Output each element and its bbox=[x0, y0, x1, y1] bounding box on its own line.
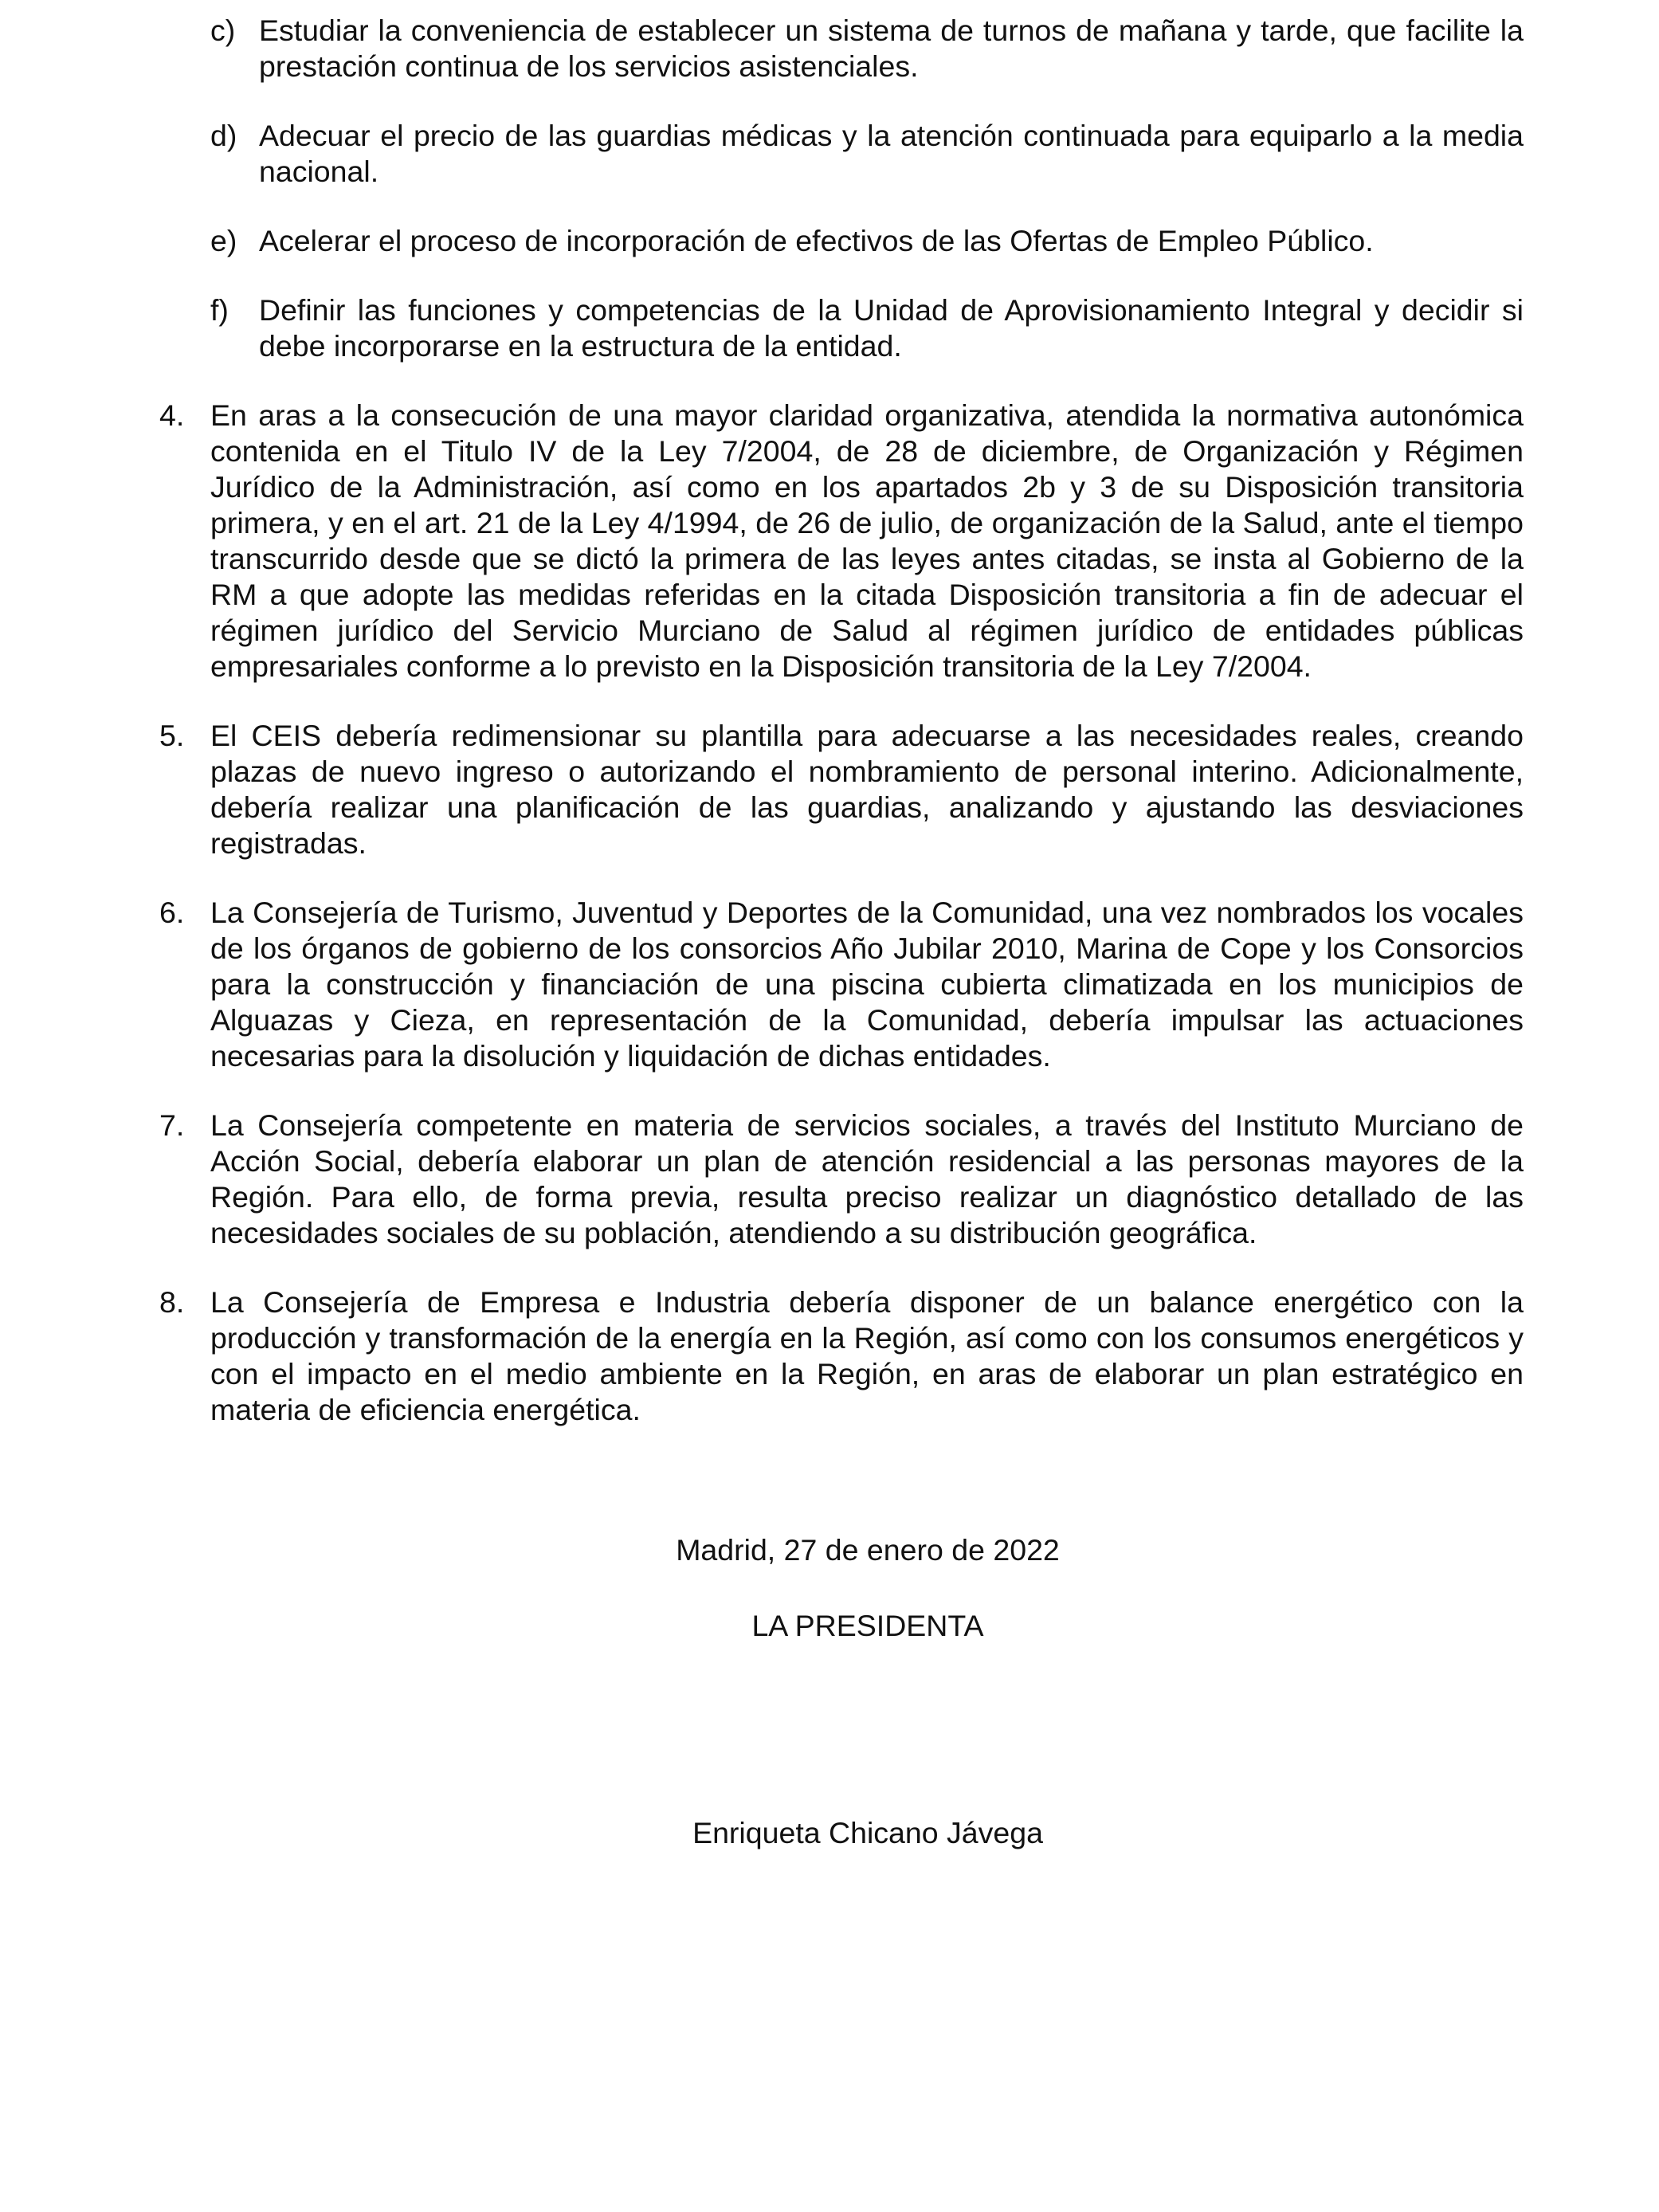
list-item-text: Estudiar la conveniencia de establecer un sistema de turnos de mañana y tarde, que facilite la prestación continua de los servicios asistenciales. bbox=[259, 14, 1524, 83]
list-item-text: La Consejería competente en materia de servicios sociales, a través del Instituto Murciano de Acción Social, debería elaborar un plan de atención residencial a las personas mayores de la Región. Para ello, de forma previa, resulta preciso realizar un diagnóstico detallado de las necesidades sociales de su población, atendiendo a su distribución geográfica. bbox=[210, 1108, 1524, 1249]
signatory-role: LA PRESIDENTA bbox=[751, 1609, 984, 1642]
numbered-item-4 bbox=[159, 398, 1524, 684]
list-marker: 6. bbox=[159, 896, 185, 929]
list-item-text: El CEIS debería redimensionar su plantilla para adecuarse a las necesidades reales, creando plazas de nuevo ingreso o autorizando el nombramiento de personal interino. Adicionalmente, debería realizar una planificación de las guardias, analizando y ajustando las desviaciones registradas. bbox=[210, 719, 1524, 860]
list-marker: 7. bbox=[159, 1108, 185, 1142]
list-item-e bbox=[210, 223, 1524, 259]
list-item-text: Definir las funciones y competencias de la Unidad de Aprovisionamiento Integral y decidir si debe incorporarse en la estructura de la entidad. bbox=[259, 293, 1524, 363]
place-date: Madrid, 27 de enero de 2022 bbox=[676, 1533, 1060, 1567]
list-marker: 4. bbox=[159, 398, 185, 432]
list-item-text: La Consejería de Turismo, Juventud y Deportes de la Comunidad, una vez nombrados los vocales de los órganos de gobierno de los consorcios Año Jubilar 2010, Marina de Cope y los Consorcios para la construcción y financiación de una piscina cubierta climatizada en los municipios de Alguazas y Cieza, en representación de la Comunidad, debería impulsar las actuaciones necesarias para la disolución y liquidación de dichas entidades. bbox=[210, 896, 1524, 1073]
numbered-item-6 bbox=[159, 895, 1524, 1074]
list-item-text: Adecuar el precio de las guardias médicas y la atención continuada para equiparlo a la media nacional. bbox=[259, 119, 1524, 188]
list-item-f bbox=[210, 292, 1524, 364]
list-item-text: En aras a la consecución de una mayor claridad organizativa, atendida la normativa autonómica contenida en el Titulo IV de la Ley 7/2004, de 28 de diciembre, de Organización y Régimen Jurídico de la Administración, así como en los apartados 2b y 3 de su Disposición transitoria primera, y en el art. 21 de la Ley 4/1994, de 26 de julio, de organización de la Salud, ante el tiempo transcurrido desde que se dictó la primera de las leyes antes citadas, se insta al Gobierno de la RM a que adopte las medidas referidas en la citada Disposición transitoria a fin de adecuar el régimen jurídico del Servicio Murciano de Salud al régimen jurídico de entidades públicas empresariales conforme a lo previsto en la Disposición transitoria de la Ley 7/2004. bbox=[210, 398, 1524, 683]
list-item-c bbox=[210, 13, 1524, 84]
list-marker: c) bbox=[210, 14, 236, 47]
numbered-item-5 bbox=[159, 718, 1524, 861]
signatory-name: Enriqueta Chicano Jávega bbox=[692, 1816, 1043, 1849]
list-marker: 5. bbox=[159, 719, 185, 752]
document-body bbox=[159, 13, 1524, 1461]
list-item-d bbox=[210, 118, 1524, 190]
list-item-text: Acelerar el proceso de incorporación de efectivos de las Ofertas de Empleo Público. bbox=[259, 224, 1374, 257]
numbered-item-7 bbox=[159, 1108, 1524, 1251]
list-marker: e) bbox=[210, 224, 237, 257]
list-marker: 8. bbox=[159, 1285, 185, 1319]
list-marker: d) bbox=[210, 119, 237, 152]
list-item-text: La Consejería de Empresa e Industria debería disponer de un balance energético con la producción y transformación de la energía en la Región, así como con los consumos energéticos y con el impacto en el medio ambiente en la Región, en aras de elaborar un plan estratégico en materia de eficiencia energética. bbox=[210, 1285, 1524, 1426]
list-marker: f) bbox=[210, 293, 229, 327]
numbered-item-8 bbox=[159, 1284, 1524, 1428]
